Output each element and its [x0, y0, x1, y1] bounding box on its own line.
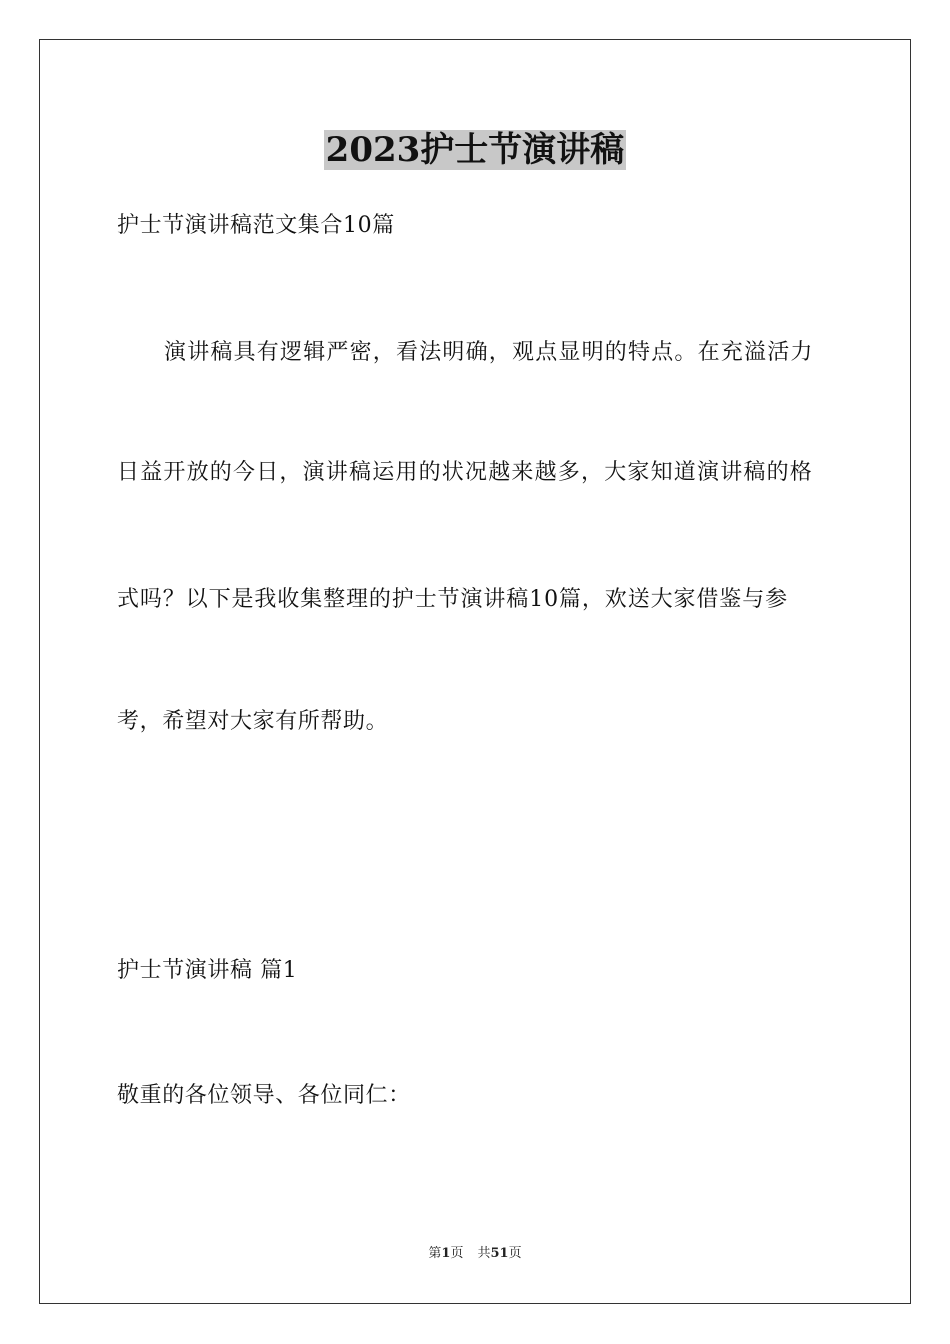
page-footer [0, 1245, 950, 1263]
intro-line-3: 式吗？以下是我收集整理的护士节演讲稿10篇，欢送大家借鉴与参 [117, 587, 788, 612]
intro-line-1: 演讲稿具有逻辑严密，看法明确，观点显明的特点。在充溢活力 [164, 340, 814, 365]
total-prefix: 共 [477, 1246, 491, 1261]
page-prefix: 第 [428, 1246, 442, 1261]
salutation: 敬重的各位领导、各位同仁： [117, 1083, 411, 1108]
section-heading: 护士节演讲稿 篇1 [117, 958, 298, 983]
page-number: 1 [441, 1246, 451, 1261]
total-suffix: 页 [508, 1246, 522, 1261]
total-pages: 51 [490, 1246, 509, 1261]
document-title-text: 2023护士节演讲稿 [325, 130, 625, 170]
intro-line-4: 考，希望对大家有所帮助。 [117, 709, 389, 734]
intro-line-2: 日益开放的今日，演讲稿运用的状况越来越多，大家知道演讲稿的格 [117, 460, 814, 485]
document-title [0, 128, 950, 172]
document-subtitle: 护士节演讲稿范文集合10篇 [117, 213, 395, 238]
page-suffix: 页 [450, 1246, 464, 1261]
